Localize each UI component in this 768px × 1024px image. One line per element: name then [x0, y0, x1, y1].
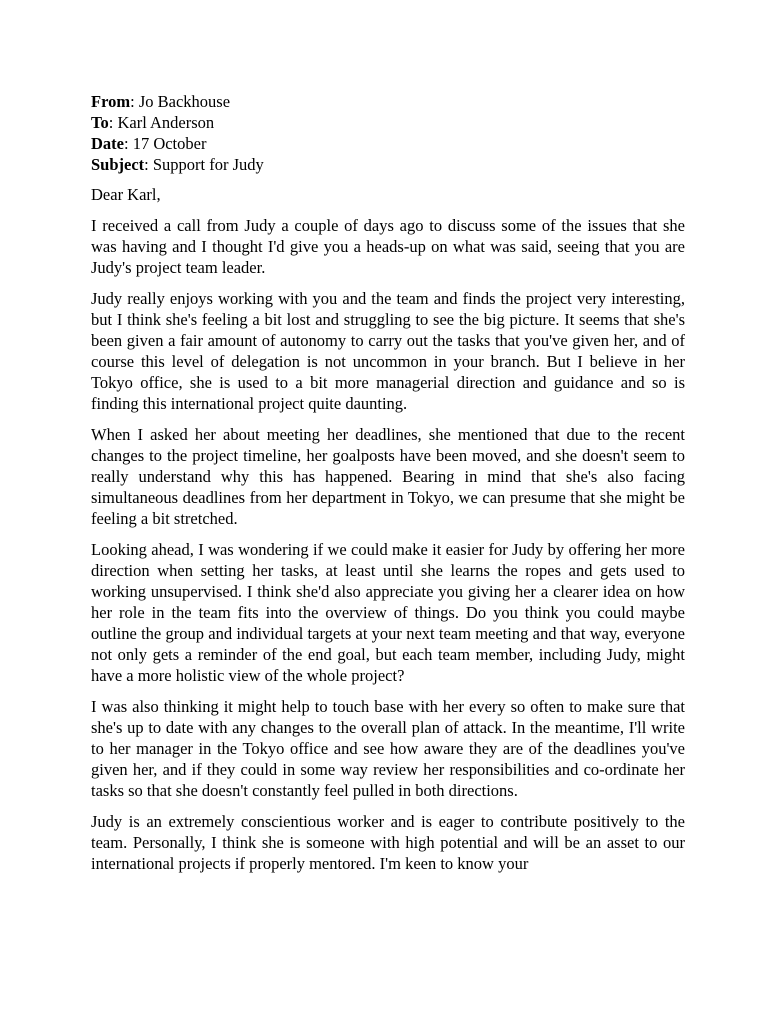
letter-body: [91, 215, 685, 874]
subject-label: Subject: [91, 155, 145, 174]
body-paragraph: Judy really enjoys working with you and the team and finds the project very interesting, but I think she's feeling a bit lost and struggling to see the big picture. It seems that she's been given a fair amount of autonomy to carry out the tasks that you've given her, and of course this level of delegation is not uncommon in your branch. But I believe in her Tokyo office, she is used to a bit more managerial direction and guidance and so is finding this international project quite daunting.: [91, 289, 685, 413]
subject-value: : Support for Judy: [144, 155, 264, 174]
from-label: From: [91, 92, 131, 111]
date-line: [91, 133, 685, 154]
from-line: [91, 91, 685, 112]
date-value: : 17 October: [123, 134, 207, 153]
to-label: To: [91, 113, 109, 132]
subject-line: [91, 154, 685, 175]
letter-header: [91, 91, 685, 175]
from-value: : Jo Backhouse: [130, 92, 231, 111]
salutation: Dear Karl,: [91, 185, 161, 204]
body-paragraph: I was also thinking it might help to touch base with her every so often to make sure that she's up to date with any changes to the overall plan of attack. In the meantime, I'll write to her manager in the Tokyo office and see how aware they are of the deadlines you've given her, and if they could in some way review her responsibilities and co-ordinate her tasks so that she doesn't constantly feel pulled in both directions.: [91, 697, 685, 800]
body-paragraph: I received a call from Judy a couple of days ago to discuss some of the issues that she was having and I thought I'd give you a heads-up on what was said, seeing that you are Judy's project team leader.: [91, 216, 685, 277]
body-paragraph: Judy is an extremely conscientious worker and is eager to contribute positively to the team. Personally, I think she is someone with high potential and will be an asset to our international projects if properly mentored. I'm keen to know your: [91, 812, 685, 873]
to-value: : Karl Anderson: [108, 113, 215, 132]
body-paragraph: Looking ahead, I was wondering if we could make it easier for Judy by offering her more direction when setting her tasks, at least until she learns the ropes and gets used to working unsupervised. I think she'd also appreciate you giving her a clearer idea on how her role in the team fits into the overview of things. Do you think you could maybe outline the group and individual targets at your next team meeting and that way, everyone not only gets a reminder of the end goal, but each team member, including Judy, might have a more holistic view of the whole project?: [91, 540, 685, 685]
date-label: Date: [91, 134, 124, 153]
to-line: [91, 112, 685, 133]
body-paragraph: When I asked her about meeting her deadlines, she mentioned that due to the recent changes to the project timeline, her goalposts have been moved, and she doesn't seem to really understand why this has happened. Bearing in mind that she's also facing simultaneous deadlines from her department in Tokyo, we can presume that she might be feeling a bit stretched.: [91, 425, 685, 528]
